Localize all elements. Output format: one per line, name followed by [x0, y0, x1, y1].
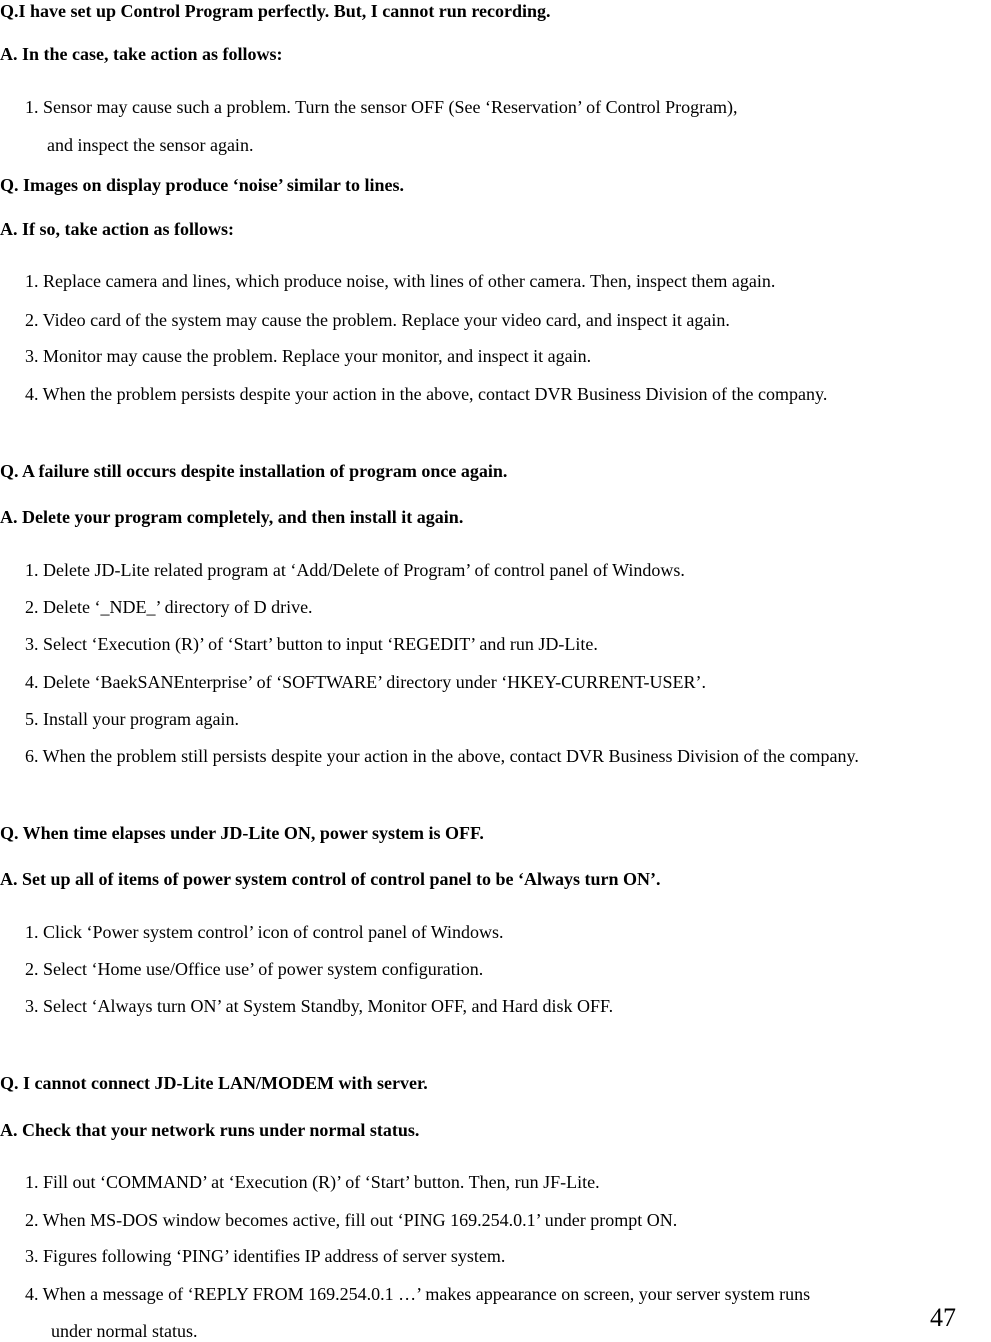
- list-item: 5. Install your program again.: [25, 709, 239, 729]
- list-item: 1. Fill out ‘COMMAND’ at ‘Execution (R)’ of ‘Start’ button. Then, run JF-Lite.: [25, 1172, 600, 1192]
- list-item: 1. Sensor may cause such a problem. Turn the sensor OFF (See ‘Reservation’ of Control Program),: [25, 97, 738, 117]
- list-item: 3. Monitor may cause the problem. Replace your monitor, and inspect it again.: [25, 346, 592, 366]
- answer-recording: A. In the case, take action as follows:: [0, 44, 283, 64]
- list-item: 4. When a message of ‘REPLY FROM 169.254.0.1 …’ makes appearance on screen, your server system runs: [25, 1284, 811, 1304]
- list-item-continuation: and inspect the sensor again.: [47, 135, 254, 155]
- answer-power: A. Set up all of items of power system control of control panel to be ‘Always turn ON’.: [0, 869, 661, 889]
- list-item: 6. When the problem still persists despite your action in the above, contact DVR Business Division of the company.: [25, 746, 859, 766]
- list-item: 1. Delete JD-Lite related program at ‘Add/Delete of Program’ of control panel of Windows.: [25, 560, 685, 580]
- list-item: 1. Click ‘Power system control’ icon of control panel of Windows.: [25, 922, 504, 942]
- list-item: 4. Delete ‘BaekSANEnterprise’ of ‘SOFTWARE’ directory under ‘HKEY-CURRENT-USER’.: [25, 672, 707, 692]
- question-network: Q. I cannot connect JD-Lite LAN/MODEM with server.: [0, 1073, 428, 1093]
- list-item: 3. Select ‘Execution (R)’ of ‘Start’ button to input ‘REGEDIT’ and run JD-Lite.: [25, 634, 598, 654]
- page-number: 47: [930, 1303, 956, 1332]
- question-noise: Q. Images on display produce ‘noise’ similar to lines.: [0, 175, 405, 195]
- list-item: 2. Select ‘Home use/Office use’ of power system configuration.: [25, 959, 484, 979]
- list-item-continuation: under normal status.: [51, 1321, 198, 1341]
- list-item: 2. When MS-DOS window becomes active, fill out ‘PING 169.254.0.1’ under prompt ON.: [25, 1210, 678, 1230]
- answer-failure: A. Delete your program completely, and then install it again.: [0, 507, 464, 527]
- list-item: 2. Delete ‘_NDE_’ directory of D drive.: [25, 597, 313, 617]
- question-failure: Q. A failure still occurs despite installation of program once again.: [0, 461, 508, 481]
- answer-network: A. Check that your network runs under normal status.: [0, 1120, 420, 1140]
- question-power: Q. When time elapses under JD-Lite ON, power system is OFF.: [0, 823, 484, 843]
- list-item: 1. Replace camera and lines, which produce noise, with lines of other camera. Then, inspect them again.: [25, 271, 776, 291]
- answer-noise: A. If so, take action as follows:: [0, 219, 234, 239]
- list-item: 2. Video card of the system may cause the problem. Replace your video card, and inspect it again.: [25, 310, 730, 330]
- list-item: 3. Figures following ‘PING’ identifies IP address of server system.: [25, 1246, 506, 1266]
- question-recording: Q.I have set up Control Program perfectly. But, I cannot run recording.: [0, 1, 551, 21]
- list-item: 4. When the problem persists despite your action in the above, contact DVR Business Division of the company.: [25, 384, 828, 404]
- list-item: 3. Select ‘Always turn ON’ at System Standby, Monitor OFF, and Hard disk OFF.: [25, 996, 614, 1016]
